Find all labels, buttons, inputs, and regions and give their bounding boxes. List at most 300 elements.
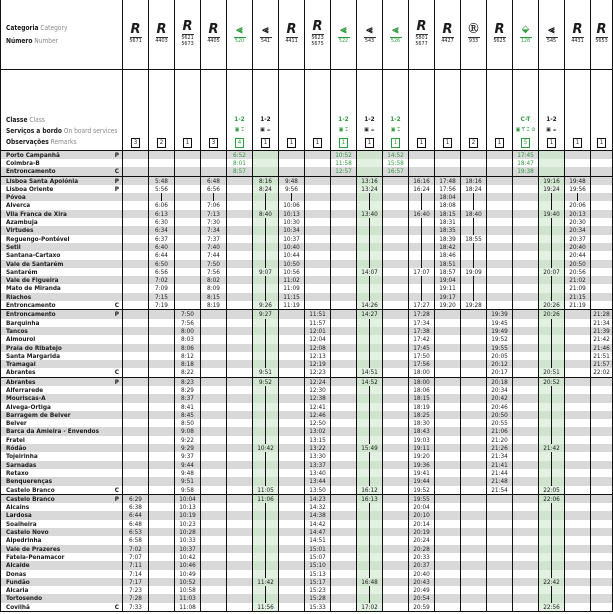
time-cell: 12:13 [305, 352, 331, 360]
time-cell [149, 319, 175, 327]
station-row [1, 319, 613, 327]
time-cell [305, 218, 331, 226]
time-cell [253, 545, 279, 553]
time-cell [175, 243, 201, 251]
time-cell [149, 419, 175, 427]
passes-without-stopping-line [369, 520, 370, 528]
time-cell [331, 243, 357, 251]
time-cell [123, 386, 149, 394]
time-cell [201, 603, 227, 612]
station-name [1, 469, 123, 477]
time-cell [435, 377, 461, 386]
passes-without-stopping-line [369, 594, 370, 602]
time-cell: 20:26 [539, 301, 565, 310]
time-cell: 7:19 [149, 301, 175, 310]
train-column-header [175, 0, 201, 69]
time-cell [279, 327, 305, 335]
time-cell [201, 452, 227, 460]
onboard-services-icons [123, 125, 148, 136]
station-row [1, 386, 613, 394]
time-cell [565, 594, 591, 602]
time-cell [383, 235, 409, 243]
time-cell [279, 436, 305, 444]
time-cell [461, 310, 487, 319]
time-cell [565, 461, 591, 469]
station-row [1, 594, 613, 602]
time-cell [461, 284, 487, 292]
time-cell [175, 260, 201, 268]
remark-badge[interactable]: 1 [495, 138, 504, 148]
station-row [1, 150, 613, 159]
arrival-departure-marker: P [114, 494, 119, 503]
passes-without-stopping-line [265, 511, 266, 519]
time-cell [253, 218, 279, 226]
passes-without-stopping-line [551, 218, 552, 226]
time-cell [461, 335, 487, 343]
time-cell [539, 528, 565, 536]
time-cell [461, 520, 487, 528]
remark-badge[interactable]: 1 [183, 138, 192, 148]
time-cell [565, 603, 591, 612]
time-cell [487, 218, 513, 226]
time-cell [201, 561, 227, 569]
time-cell [331, 561, 357, 569]
time-cell [201, 360, 227, 368]
station-name [1, 411, 123, 419]
time-cell: 18:00 [409, 377, 435, 386]
time-cell [357, 226, 383, 234]
time-cell [487, 167, 513, 176]
time-cell [279, 427, 305, 435]
station-name [1, 394, 123, 402]
station-name [1, 561, 123, 569]
time-cell [331, 368, 357, 377]
time-cell [123, 469, 149, 477]
time-cell: 10:58 [175, 586, 201, 594]
time-cell: 11:51 [305, 310, 331, 319]
time-cell [279, 553, 305, 561]
time-cell [149, 150, 175, 159]
passes-without-stopping-line [473, 243, 474, 251]
time-cell [305, 260, 331, 268]
time-cell [201, 586, 227, 594]
time-cell [175, 176, 201, 185]
time-cell [435, 520, 461, 528]
time-cell [487, 201, 513, 209]
time-cell: 11:03 [175, 594, 201, 602]
time-cell [253, 427, 279, 435]
train-column-header [383, 0, 409, 69]
station-row [1, 494, 613, 503]
time-cell [383, 276, 409, 284]
time-cell [591, 394, 613, 402]
time-cell [331, 536, 357, 544]
remark-badge[interactable]: 1 [597, 138, 606, 148]
station-name [1, 520, 123, 528]
train-column-header [123, 0, 149, 69]
time-cell [357, 594, 383, 602]
time-cell [565, 469, 591, 477]
time-cell [201, 528, 227, 536]
regional-icon: R [596, 22, 607, 38]
time-cell [279, 360, 305, 368]
passes-without-stopping-line [265, 293, 266, 301]
station-row [1, 469, 613, 477]
station-row [1, 419, 613, 427]
time-cell: 17:34 [409, 319, 435, 327]
time-cell [357, 201, 383, 209]
time-cell: 20:54 [409, 594, 435, 602]
passes-without-stopping-line [369, 553, 370, 561]
time-cell: 10:13 [279, 210, 305, 218]
remark-badge[interactable]: 1 [573, 138, 582, 148]
time-cell [383, 461, 409, 469]
remark-badge[interactable]: 2 [469, 138, 478, 148]
time-cell: 13:50 [305, 486, 331, 495]
passes-without-stopping-line [551, 403, 552, 411]
time-cell: 8:15 [201, 293, 227, 301]
time-cell: 18:42 [435, 243, 461, 251]
time-cell: 19:55 [487, 344, 513, 352]
time-cell: 7:09 [149, 284, 175, 292]
arrival-departure-marker: P [114, 176, 119, 185]
time-cell [357, 260, 383, 268]
train-column-header [331, 0, 357, 69]
station-name [1, 284, 123, 292]
intercidades-icon: ⪡ [366, 23, 373, 37]
time-cell: 15:49 [357, 444, 383, 452]
time-cell [435, 536, 461, 544]
time-cell: 21:41 [487, 461, 513, 469]
time-cell [279, 411, 305, 419]
time-cell [435, 452, 461, 460]
time-cell: 8:09 [201, 284, 227, 292]
time-cell: 12:08 [305, 344, 331, 352]
time-cell: 19:09 [461, 268, 487, 276]
time-cell [383, 260, 409, 268]
time-cell [461, 511, 487, 519]
time-cell [383, 377, 409, 386]
remark-badge[interactable]: 1 [547, 138, 556, 148]
time-cell: 7:33 [123, 603, 149, 612]
time-cell [591, 494, 613, 503]
station-name-text: Alferrarede [6, 385, 44, 394]
passes-without-stopping-line [551, 570, 552, 578]
passes-without-stopping-line [369, 260, 370, 268]
time-cell: 14:52 [357, 377, 383, 386]
train-class: C-T [520, 114, 531, 123]
passes-without-stopping-line [421, 284, 422, 292]
passes-without-stopping-line [265, 360, 266, 368]
time-cell [123, 176, 149, 185]
train-number: 4403 [155, 38, 168, 45]
time-cell: 10:37 [279, 235, 305, 243]
remark-badge[interactable]: 1 [365, 138, 374, 148]
time-cell [357, 461, 383, 469]
time-cell [357, 167, 383, 176]
time-cell [253, 352, 279, 360]
time-cell [149, 452, 175, 460]
time-cell: 7:14 [123, 570, 149, 578]
time-cell [383, 210, 409, 218]
time-cell [149, 159, 175, 167]
time-cell [149, 594, 175, 602]
time-cell [539, 561, 565, 569]
time-cell [279, 603, 305, 612]
time-cell [383, 578, 409, 586]
time-cell [201, 570, 227, 578]
time-cell: 21:48 [487, 477, 513, 485]
station-name-text: Reguengo-Pontével [6, 234, 70, 243]
remark-badge[interactable]: 3 [131, 138, 140, 148]
time-cell [565, 545, 591, 553]
time-cell: 9:58 [175, 486, 201, 495]
time-cell [513, 594, 539, 602]
time-cell [487, 511, 513, 519]
time-cell [591, 594, 613, 602]
train-class [175, 114, 200, 125]
time-cell: 11:42 [253, 578, 279, 586]
station-name-text: Tramagal [6, 360, 36, 369]
time-cell: 11:19 [279, 301, 305, 310]
time-cell [227, 594, 253, 602]
station-name [1, 436, 123, 444]
station-name-text: Abrantes [6, 368, 36, 377]
passes-without-stopping-line [369, 419, 370, 427]
time-cell [201, 444, 227, 452]
time-cell [175, 185, 201, 193]
station-row [1, 185, 613, 193]
remark-badge[interactable]: 4 [235, 138, 244, 148]
remark-badge[interactable]: 1 [391, 138, 400, 148]
passes-without-stopping-line [473, 276, 474, 284]
time-cell [539, 570, 565, 578]
time-cell: 20:50 [487, 411, 513, 419]
time-cell: 7:34 [201, 226, 227, 234]
remark-badge[interactable]: 1 [443, 138, 452, 148]
train-number: 526 [390, 38, 401, 45]
time-cell [123, 452, 149, 460]
time-cell [149, 377, 175, 386]
time-cell [539, 226, 565, 234]
time-cell [253, 335, 279, 343]
remark-badge[interactable]: 5 [521, 138, 530, 148]
remark-badge[interactable]: 1 [287, 138, 296, 148]
time-cell [409, 260, 435, 268]
time-cell [175, 276, 201, 284]
time-cell: 11:56 [253, 603, 279, 612]
time-cell: 20:06 [565, 201, 591, 209]
remark-badge[interactable]: 1 [261, 138, 270, 148]
time-cell [461, 436, 487, 444]
train-column-header [565, 0, 591, 69]
train-column-header [279, 0, 305, 69]
remark-badge[interactable]: 1 [339, 138, 348, 148]
passes-without-stopping-line [265, 386, 266, 394]
time-cell: 21:09 [565, 284, 591, 292]
time-cell: 20:49 [409, 586, 435, 594]
regional-icon: R [156, 22, 167, 38]
remark-badge[interactable]: 1 [417, 138, 426, 148]
time-cell [513, 327, 539, 335]
time-cell: 5:48 [149, 176, 175, 185]
time-cell: 18:31 [435, 218, 461, 226]
passes-without-stopping-line [265, 528, 266, 536]
passes-without-stopping-line [551, 436, 552, 444]
time-cell [279, 377, 305, 386]
station-name [1, 159, 123, 167]
time-cell: 19:20 [435, 301, 461, 310]
time-cell [539, 360, 565, 368]
time-cell: 8:18 [175, 360, 201, 368]
onboard-services-icons: ▣ ⌶ [390, 126, 401, 133]
time-cell [591, 503, 613, 511]
train-info-cell [305, 69, 331, 150]
time-cell [409, 276, 435, 284]
time-cell: 21:02 [565, 276, 591, 284]
station-name [1, 578, 123, 586]
passes-without-stopping-line [369, 469, 370, 477]
time-cell [487, 603, 513, 612]
arrival-departure-marker: C [114, 368, 119, 377]
time-cell [331, 276, 357, 284]
time-cell [513, 319, 539, 327]
time-cell: 10:56 [279, 268, 305, 276]
time-cell: 16:13 [357, 494, 383, 503]
time-cell: 17:56 [409, 360, 435, 368]
time-cell [201, 553, 227, 561]
arrival-departure-marker: C [114, 602, 119, 611]
time-cell [227, 511, 253, 519]
time-cell: 20:30 [565, 218, 591, 226]
station-name-text: Lardosa [6, 511, 32, 520]
time-cell [435, 427, 461, 435]
time-cell: 21:44 [487, 469, 513, 477]
time-cell [383, 528, 409, 536]
time-cell [123, 411, 149, 419]
passes-without-stopping-line [551, 511, 552, 519]
passes-without-stopping-line [265, 344, 266, 352]
time-cell: 18:15 [435, 210, 461, 218]
time-cell [565, 561, 591, 569]
time-cell [253, 419, 279, 427]
time-cell [331, 520, 357, 528]
passes-without-stopping-line [551, 419, 552, 427]
passes-without-stopping-line [369, 477, 370, 485]
time-cell [253, 344, 279, 352]
time-cell [253, 293, 279, 301]
time-cell [435, 327, 461, 335]
time-cell [357, 327, 383, 335]
time-cell: 9:26 [253, 301, 279, 310]
train-info-row [1, 69, 613, 150]
header-label-cell [1, 0, 123, 69]
time-cell: 20:24 [409, 536, 435, 544]
time-cell: 8:12 [175, 352, 201, 360]
time-cell [539, 243, 565, 251]
time-cell: 15:28 [305, 594, 331, 602]
time-cell: 12:57 [331, 167, 357, 176]
station-row [1, 159, 613, 167]
time-cell [331, 411, 357, 419]
time-cell [305, 159, 331, 167]
time-cell [227, 419, 253, 427]
time-cell [123, 218, 149, 226]
time-cell [461, 561, 487, 569]
passes-without-stopping-line [473, 284, 474, 292]
train-number: 4405 [207, 38, 220, 45]
train-class [305, 114, 330, 125]
time-cell [123, 150, 149, 159]
station-row [1, 511, 613, 519]
time-cell [331, 226, 357, 234]
time-cell [383, 352, 409, 360]
time-cell [331, 469, 357, 477]
time-cell [513, 503, 539, 511]
time-cell [435, 386, 461, 394]
station-name [1, 586, 123, 594]
passes-without-stopping-line [265, 260, 266, 268]
time-cell [123, 301, 149, 310]
train-class [435, 114, 460, 125]
station-row [1, 452, 613, 460]
time-cell [227, 193, 253, 201]
remark-badge[interactable]: 3 [209, 138, 218, 148]
station-row [1, 235, 613, 243]
time-cell: 13:16 [357, 176, 383, 185]
time-cell [305, 201, 331, 209]
train-info-cell [331, 69, 357, 150]
passes-without-stopping-line [161, 193, 162, 201]
passes-without-stopping-line [265, 520, 266, 528]
time-cell [461, 193, 487, 201]
passes-without-stopping-line [369, 461, 370, 469]
time-cell: 15:17 [305, 578, 331, 586]
time-cell [513, 185, 539, 193]
time-cell: 19:40 [539, 210, 565, 218]
time-cell: 9:29 [175, 444, 201, 452]
passes-without-stopping-line [265, 461, 266, 469]
remark-badge[interactable]: 1 [313, 138, 322, 148]
time-cell [279, 536, 305, 544]
time-cell [513, 218, 539, 226]
time-cell [461, 260, 487, 268]
time-cell: 19:03 [409, 436, 435, 444]
train-number: 5621 5673 [181, 35, 194, 47]
station-row [1, 603, 613, 612]
time-cell: 20:14 [409, 520, 435, 528]
time-cell [331, 301, 357, 310]
station-name [1, 319, 123, 327]
time-cell [331, 310, 357, 319]
time-cell [461, 403, 487, 411]
time-cell: 6:38 [123, 503, 149, 511]
passes-without-stopping-line [369, 511, 370, 519]
time-cell: 13:40 [357, 210, 383, 218]
passes-without-stopping-line [265, 477, 266, 485]
arrival-departure-marker: P [114, 310, 119, 319]
time-cell [591, 570, 613, 578]
remark-badge[interactable]: 2 [157, 138, 166, 148]
time-cell: 7:15 [149, 293, 175, 301]
station-row [1, 528, 613, 536]
station-name [1, 403, 123, 411]
interregional-icon: Ⓡ [468, 24, 479, 36]
time-cell: 7:07 [123, 553, 149, 561]
time-cell: 6:53 [123, 528, 149, 536]
time-cell [123, 293, 149, 301]
time-cell [279, 486, 305, 495]
